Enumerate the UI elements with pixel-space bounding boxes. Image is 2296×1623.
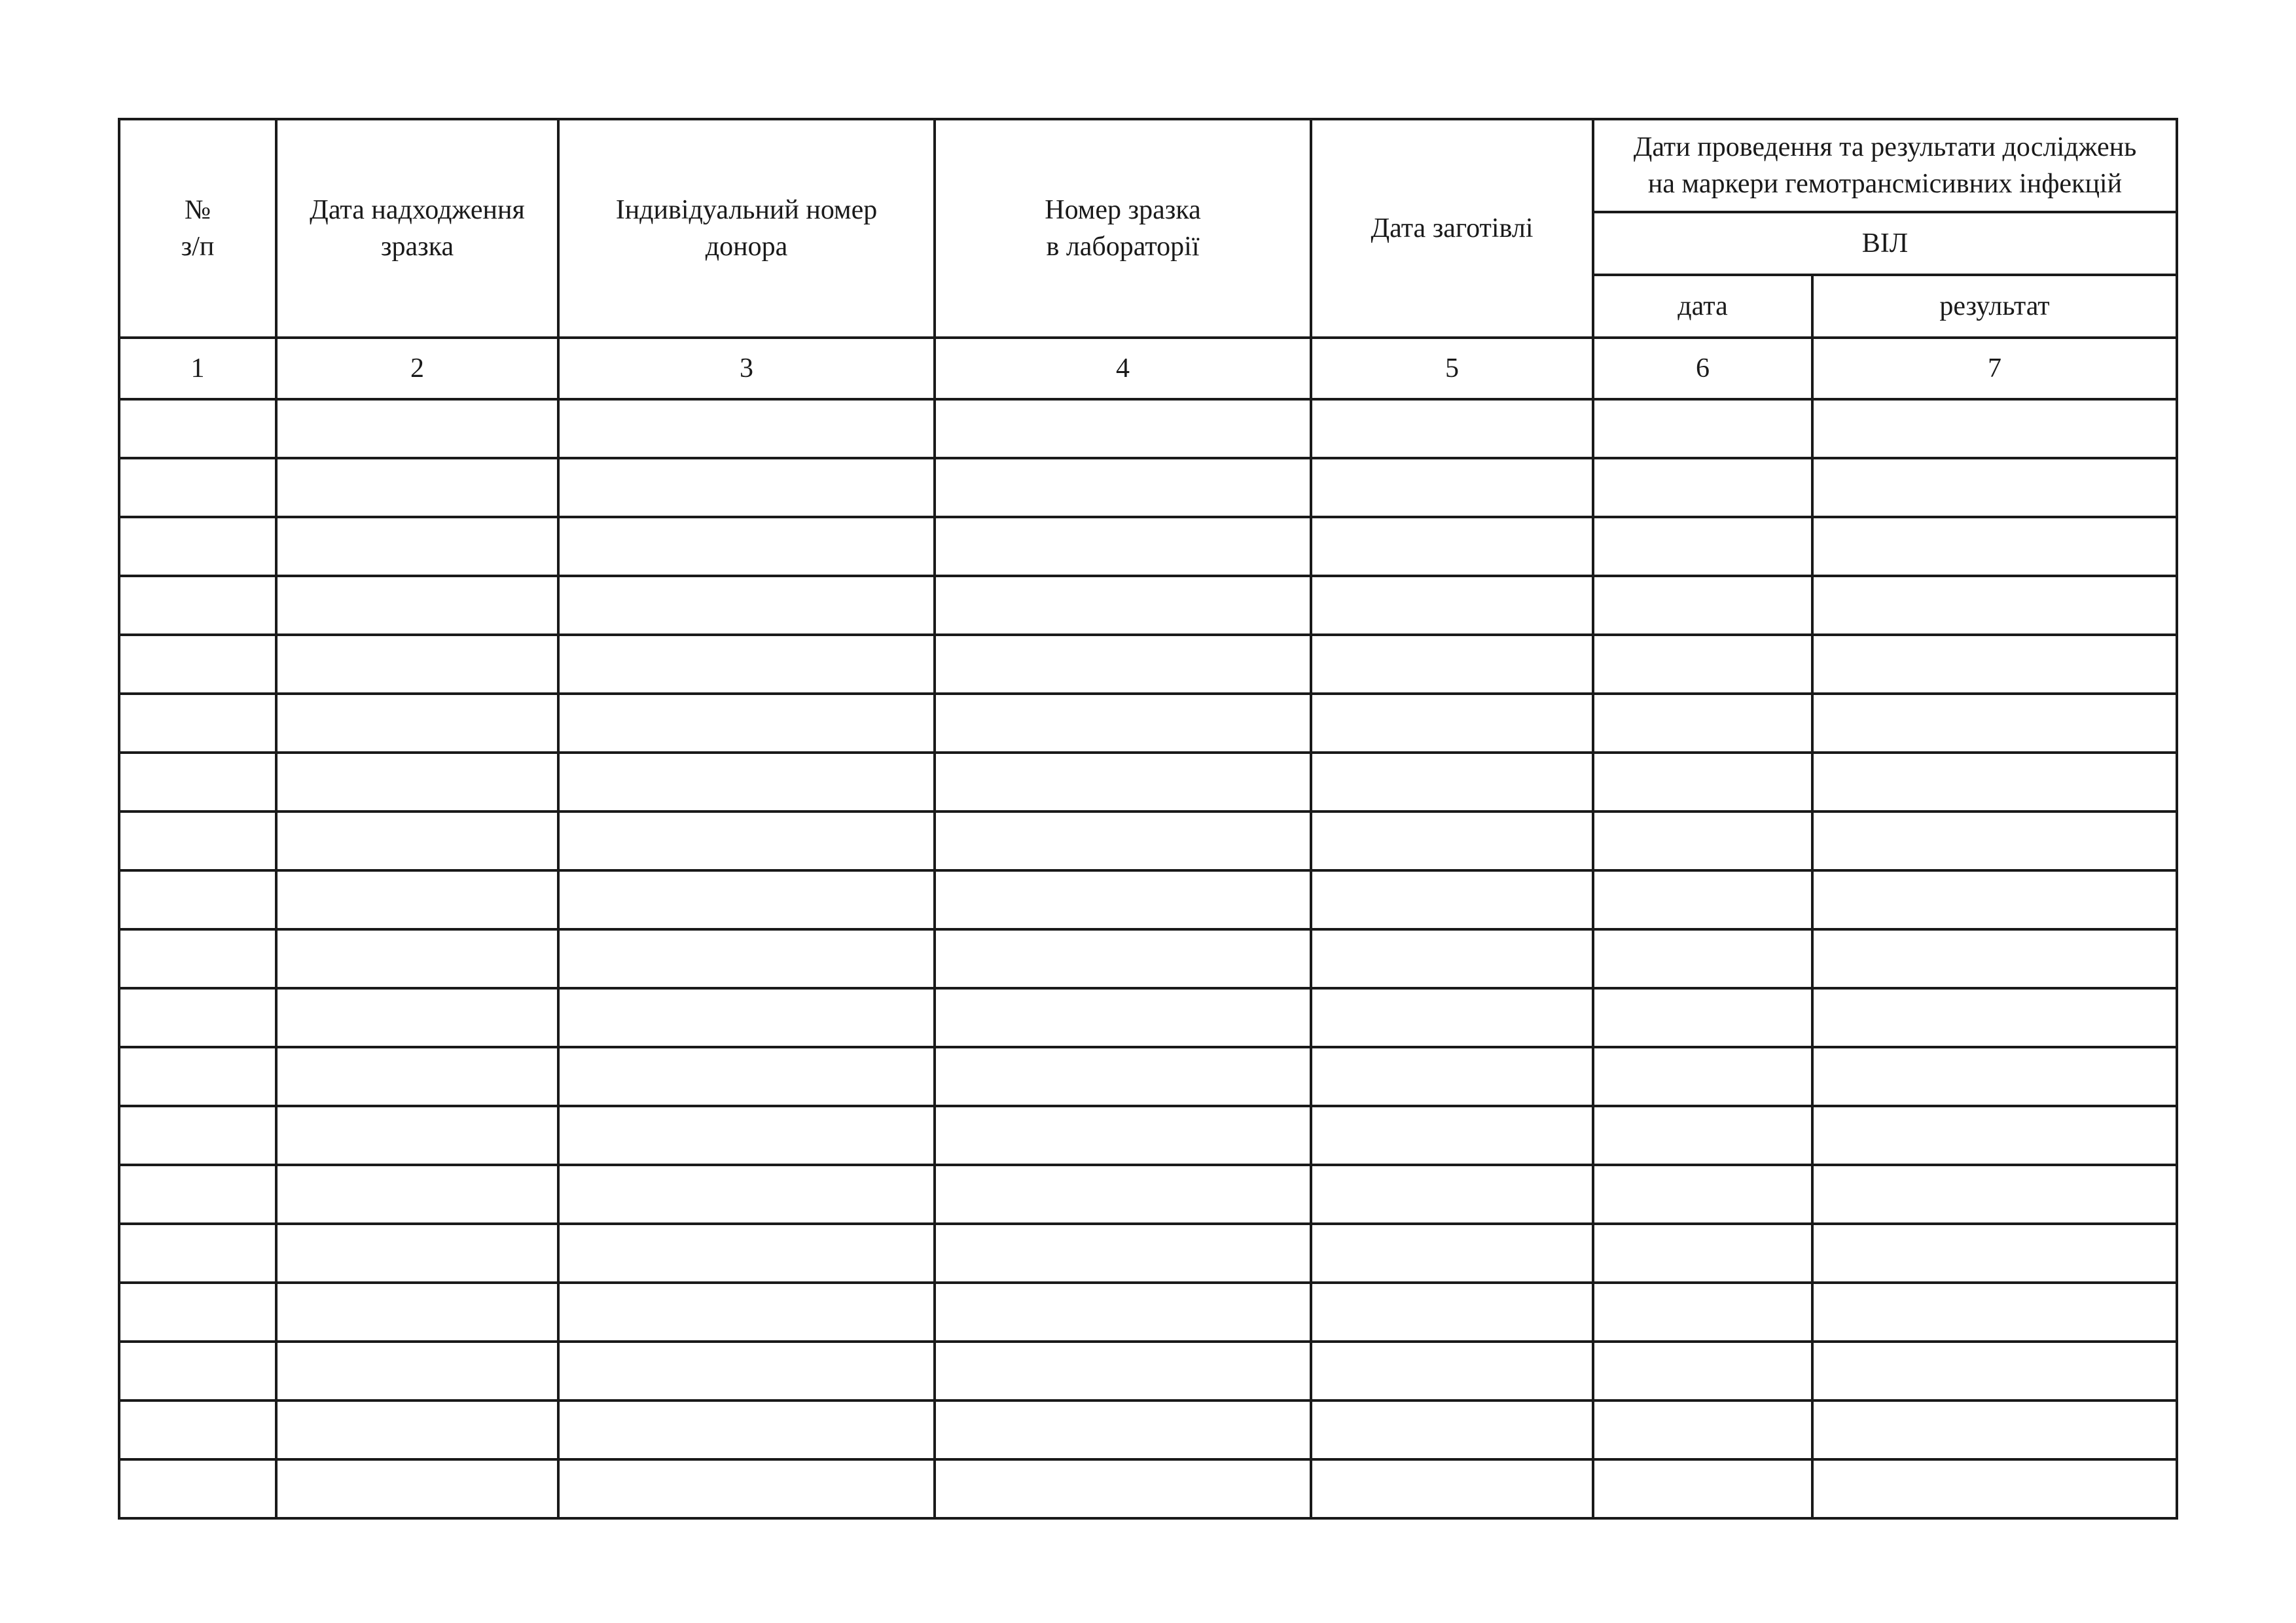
table-cell[interactable] [935,635,1311,694]
column-number: 4 [935,338,1311,399]
table-cell[interactable] [558,753,935,812]
table-cell[interactable] [1311,399,1593,458]
table-row [119,1047,2177,1106]
table-cell[interactable] [119,1224,276,1283]
table-cell[interactable] [276,517,558,576]
table-row [119,635,2177,694]
table-cell[interactable] [1812,576,2177,635]
table-cell[interactable] [1812,1400,2177,1459]
table-row [119,753,2177,812]
header-receipt-date [276,119,558,338]
table-cell[interactable] [1311,870,1593,929]
table-cell[interactable] [1812,1283,2177,1342]
table-cell[interactable] [119,1400,276,1459]
table-row [119,870,2177,929]
table-cell[interactable] [1311,1342,1593,1400]
header-receipt-date-line-2: зразка [380,232,454,262]
table-row [119,517,2177,576]
header-sample-number-line-1: Номер зразка [1045,195,1201,225]
table-cell[interactable] [1812,1224,2177,1283]
table-cell[interactable] [276,1047,558,1106]
table-row [119,399,2177,458]
table-row [119,1400,2177,1459]
table-cell[interactable] [558,1047,935,1106]
table-cell[interactable] [276,753,558,812]
table-cell[interactable] [1812,988,2177,1047]
table-cell[interactable] [1311,1459,1593,1518]
table-cell[interactable] [1593,576,1812,635]
table-cell[interactable] [1812,458,2177,517]
header-receipt-date-line-1: Дата надходження [310,195,525,225]
table-cell[interactable] [935,1224,1311,1283]
table-row [119,1224,2177,1283]
table-row [119,988,2177,1047]
table-cell[interactable] [119,1106,276,1165]
table-cell[interactable] [1593,1342,1812,1400]
table-cell[interactable] [1593,812,1812,870]
table-cell[interactable] [1812,517,2177,576]
table-cell[interactable] [276,399,558,458]
register-table [118,118,2178,1520]
table-cell[interactable] [276,1342,558,1400]
table-cell[interactable] [1593,694,1812,753]
table-cell[interactable] [119,1165,276,1224]
column-number: 2 [276,338,558,399]
table-cell[interactable] [935,458,1311,517]
table-cell[interactable] [1311,929,1593,988]
header-number-line-2: з/п [181,232,215,262]
column-number-row [119,338,2177,399]
table-cell[interactable] [935,988,1311,1047]
table-cell[interactable] [1593,1106,1812,1165]
header-row-1 [119,119,2177,212]
table-cell[interactable] [1812,929,2177,988]
table-cell[interactable] [276,576,558,635]
table-cell[interactable] [1593,988,1812,1047]
table-cell[interactable] [1812,870,2177,929]
column-number: 5 [1311,338,1593,399]
table-cell[interactable] [1812,1342,2177,1400]
table-cell[interactable] [276,1400,558,1459]
table-row [119,458,2177,517]
table-cell[interactable] [119,753,276,812]
table-cell[interactable] [558,1106,935,1165]
table-cell[interactable] [276,458,558,517]
column-number: 6 [1593,338,1812,399]
table-cell[interactable] [558,576,935,635]
table-cell[interactable] [1311,1165,1593,1224]
table-cell[interactable] [276,694,558,753]
table-cell[interactable] [119,399,276,458]
table-cell[interactable] [558,694,935,753]
header-research-group-line-2: на маркери гемотрансмісивних інфекцій [1647,169,2123,199]
table-cell[interactable] [1311,1047,1593,1106]
table-cell[interactable] [119,812,276,870]
table-cell[interactable] [935,1106,1311,1165]
table-cell[interactable] [1593,1165,1812,1224]
header-hiv: ВІЛ [1593,212,2177,275]
table-cell[interactable] [935,753,1311,812]
table-cell[interactable] [1593,1459,1812,1518]
table-cell[interactable] [1812,399,2177,458]
table-cell[interactable] [1812,812,2177,870]
header-test-date: дата [1593,275,1812,338]
table-cell[interactable] [119,929,276,988]
header-sample-number [935,119,1311,338]
table-cell[interactable] [1812,1047,2177,1106]
table-cell[interactable] [935,694,1311,753]
table-cell[interactable] [276,929,558,988]
table-row [119,1283,2177,1342]
table-cell[interactable] [558,870,935,929]
table-cell[interactable] [1311,1224,1593,1283]
table-cell[interactable] [1812,1165,2177,1224]
table-row [119,1165,2177,1224]
table-cell[interactable] [1593,1224,1812,1283]
header-collection-date-text: Дата заготівлі [1371,213,1534,243]
table-cell[interactable] [558,1459,935,1518]
table-cell[interactable] [935,1459,1311,1518]
table-cell[interactable] [558,1400,935,1459]
table-cell[interactable] [1593,1283,1812,1342]
table-cell[interactable] [1311,812,1593,870]
header-research-group [1593,119,2177,212]
table-row [119,694,2177,753]
table-cell[interactable] [1311,1400,1593,1459]
table-row [119,1342,2177,1400]
table-cell[interactable] [558,635,935,694]
header-collection-date [1311,119,1593,338]
header-donor-id [558,119,935,338]
table-cell[interactable] [558,458,935,517]
table-cell[interactable] [935,870,1311,929]
table-cell[interactable] [276,1459,558,1518]
table-row [119,812,2177,870]
blank-rows [119,399,2177,1518]
table-cell[interactable] [1311,576,1593,635]
table-cell[interactable] [119,870,276,929]
table-cell[interactable] [119,988,276,1047]
table-cell[interactable] [558,929,935,988]
table-cell[interactable] [1311,753,1593,812]
table-cell[interactable] [935,517,1311,576]
table-row [119,929,2177,988]
table-cell[interactable] [1593,1047,1812,1106]
table-cell[interactable] [935,1283,1311,1342]
table-cell[interactable] [1593,1400,1812,1459]
table-cell[interactable] [276,1224,558,1283]
table-cell[interactable] [1311,517,1593,576]
table-cell[interactable] [935,399,1311,458]
table-cell[interactable] [1593,753,1812,812]
register-form [118,118,2178,1520]
table-cell[interactable] [558,1224,935,1283]
table-cell[interactable] [1812,1459,2177,1518]
table-cell[interactable] [1593,929,1812,988]
table-cell[interactable] [558,812,935,870]
column-number: 1 [119,338,276,399]
table-cell[interactable] [558,1342,935,1400]
table-cell[interactable] [1812,694,2177,753]
table-cell[interactable] [935,1342,1311,1400]
table-cell[interactable] [1311,1283,1593,1342]
table-cell[interactable] [119,1047,276,1106]
table-cell[interactable] [935,929,1311,988]
table-cell[interactable] [558,988,935,1047]
table-cell[interactable] [1812,753,2177,812]
table-row [119,1459,2177,1518]
table-cell[interactable] [1593,399,1812,458]
header-research-group-line-1: Дати проведення та результати досліджень [1633,132,2137,162]
table-cell[interactable] [1311,635,1593,694]
table-cell[interactable] [1311,1106,1593,1165]
table-cell[interactable] [1812,635,2177,694]
column-number: 3 [558,338,935,399]
header-number-line-1: № [184,195,211,225]
table-cell[interactable] [935,576,1311,635]
table-cell[interactable] [119,458,276,517]
table-cell[interactable] [276,635,558,694]
table-cell[interactable] [558,1165,935,1224]
header-number [119,119,276,338]
table-cell[interactable] [1311,988,1593,1047]
table-cell[interactable] [558,399,935,458]
table-cell[interactable] [1593,517,1812,576]
table-cell[interactable] [1593,458,1812,517]
table-row [119,1106,2177,1165]
table-cell[interactable] [276,988,558,1047]
table-cell[interactable] [276,1106,558,1165]
table-cell[interactable] [935,1047,1311,1106]
table-cell[interactable] [935,1165,1311,1224]
table-cell[interactable] [276,1283,558,1342]
table-cell[interactable] [1812,1106,2177,1165]
table-cell[interactable] [119,635,276,694]
table-cell[interactable] [276,812,558,870]
table-cell[interactable] [119,1342,276,1400]
table-cell[interactable] [935,1400,1311,1459]
header-donor-id-line-2: донора [705,232,788,262]
table-cell[interactable] [1311,694,1593,753]
table-cell[interactable] [558,1283,935,1342]
table-cell[interactable] [558,517,935,576]
table-cell[interactable] [119,576,276,635]
table-cell[interactable] [276,870,558,929]
table-cell[interactable] [119,694,276,753]
table-cell[interactable] [1311,458,1593,517]
table-cell[interactable] [119,517,276,576]
table-cell[interactable] [935,812,1311,870]
header-sample-number-line-2: в лабораторії [1046,232,1200,262]
column-number: 7 [1812,338,2177,399]
header-test-result: результат [1812,275,2177,338]
table-cell[interactable] [1593,870,1812,929]
table-cell[interactable] [276,1165,558,1224]
table-cell[interactable] [119,1459,276,1518]
table-cell[interactable] [1593,635,1812,694]
table-row [119,576,2177,635]
header-donor-id-line-1: Індивідуальний номер [615,195,878,225]
table-cell[interactable] [119,1283,276,1342]
